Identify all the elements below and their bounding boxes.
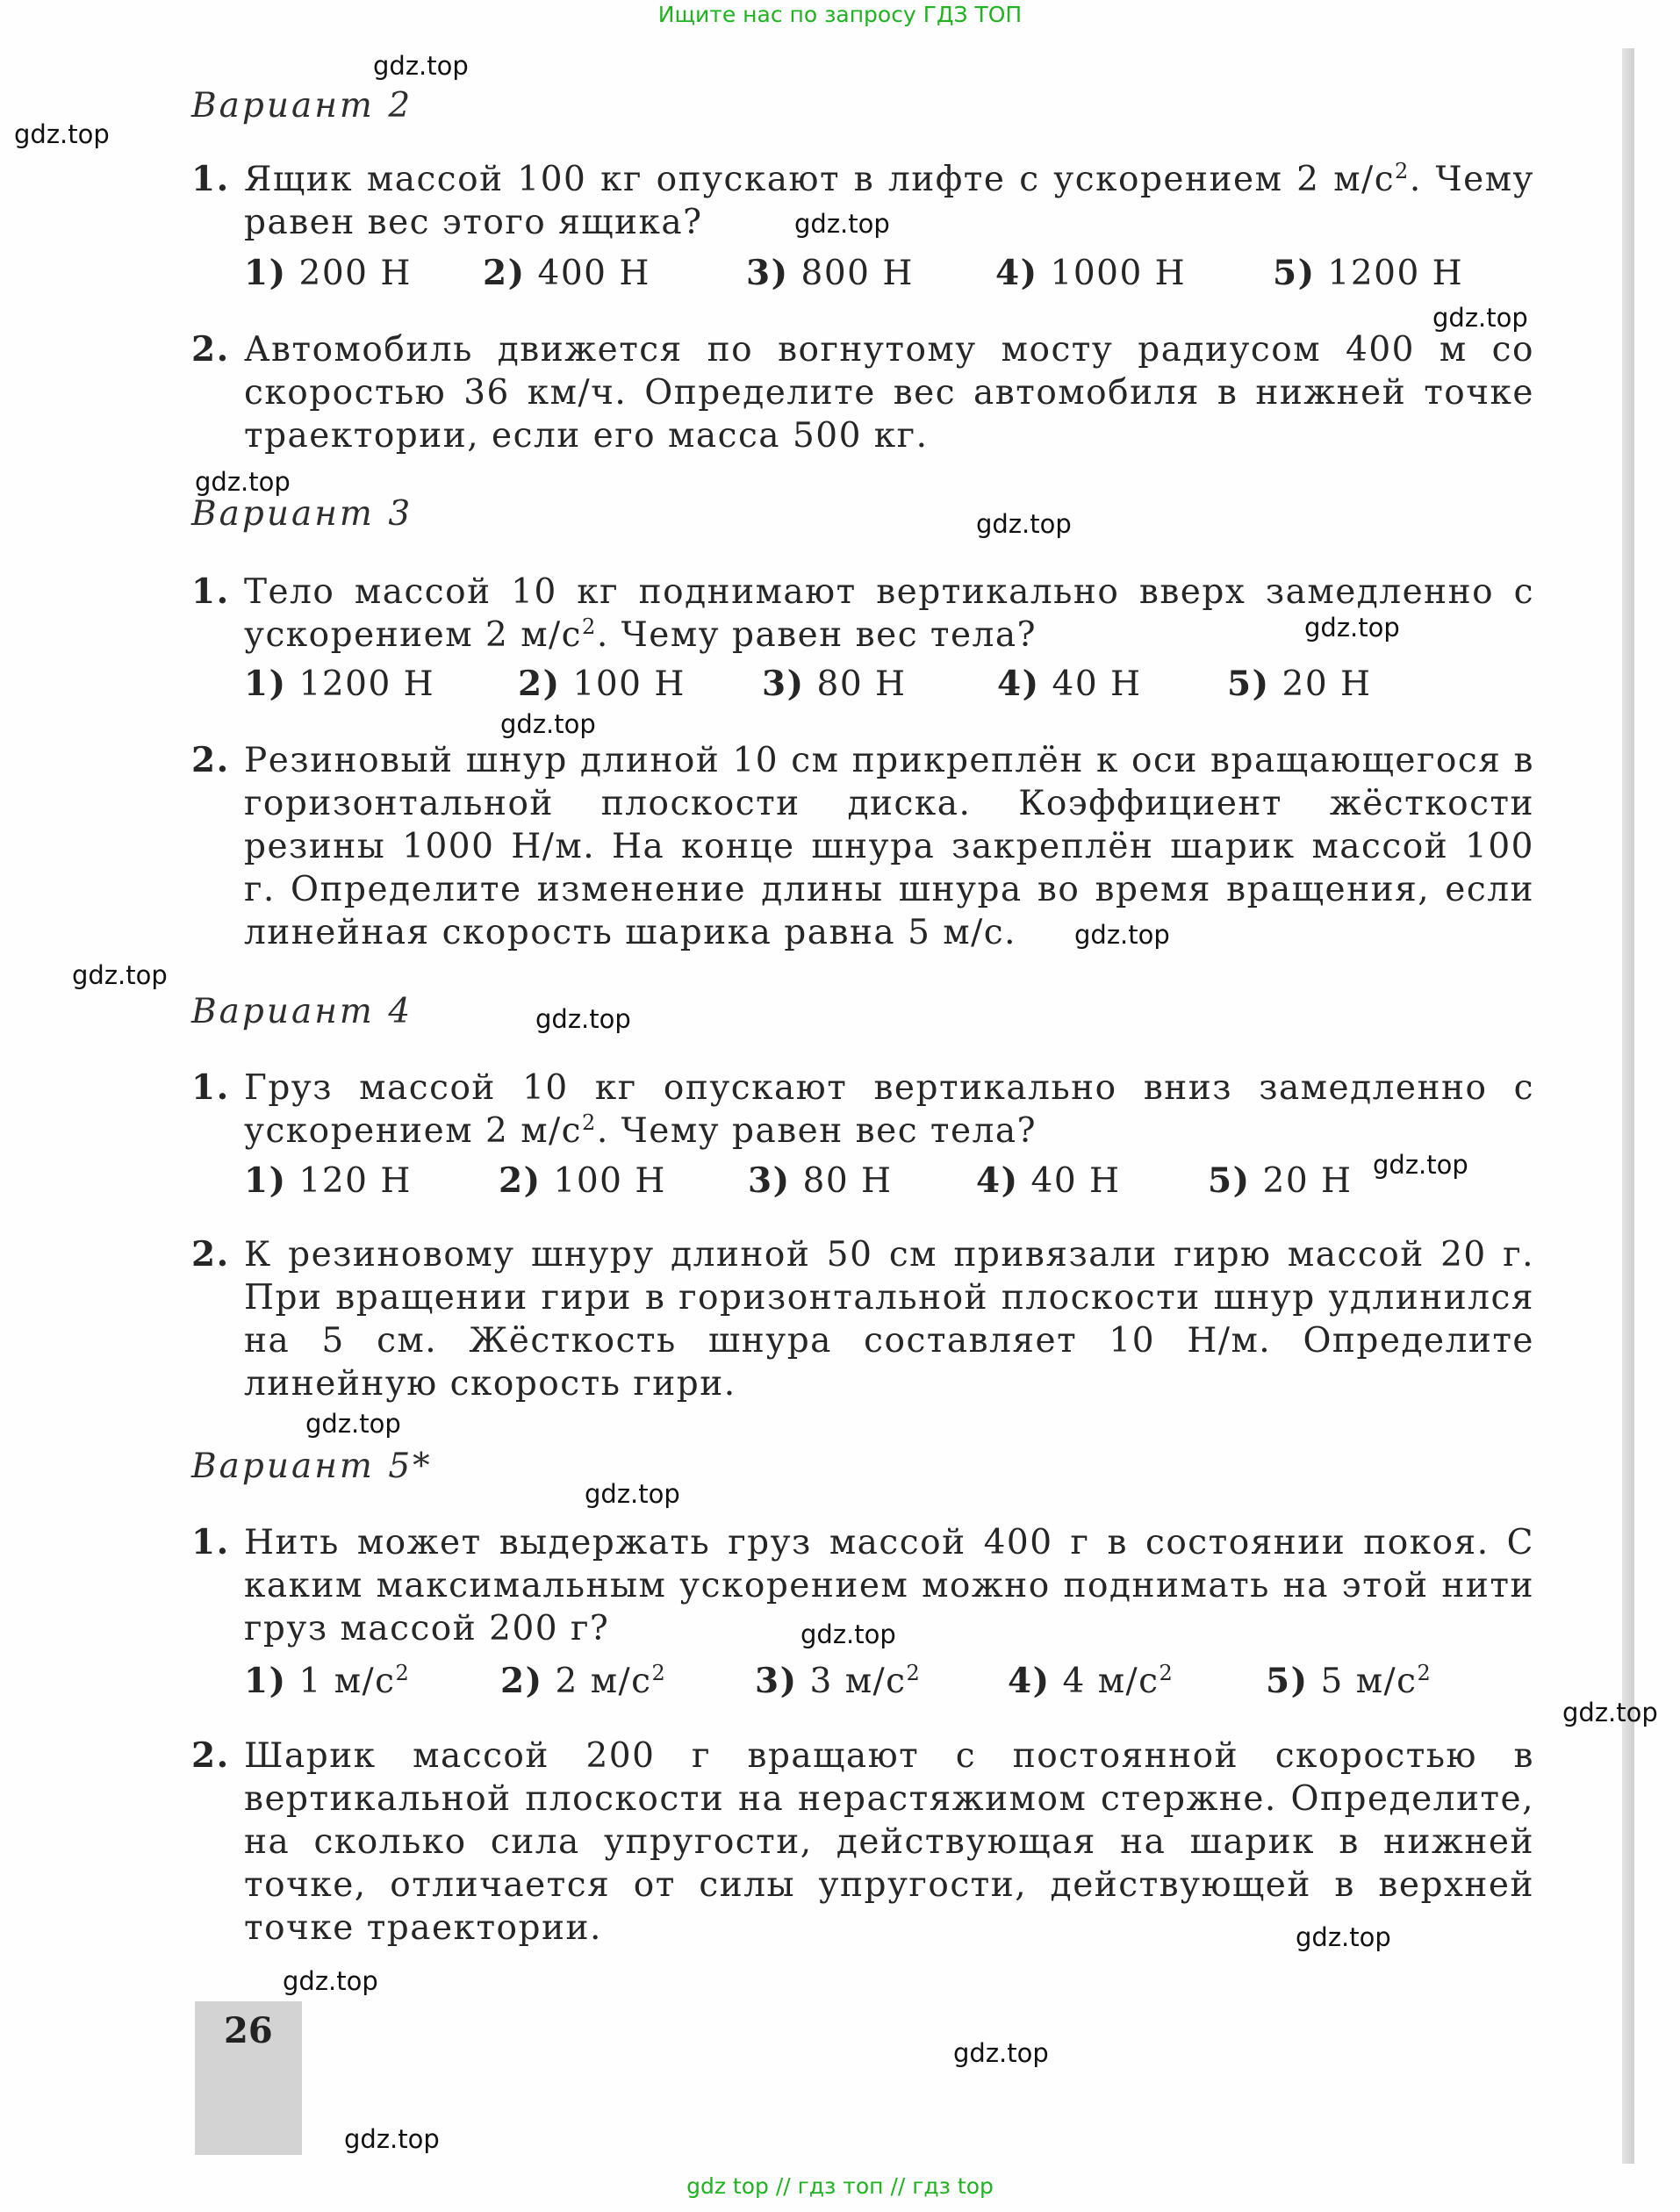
watermark: gdz.top	[535, 1004, 631, 1034]
answer-option: 1) 1200 Н	[244, 664, 435, 704]
task-text: К резиновому шнуру длиной 50 см привязали гирю массой 20 г. При вращении гири в горизонтальной плоскости шнур удлинился на 5 см. Жёсткость шнура составляет 10 Н/м. Определите линейную скорость гири.	[244, 1235, 1534, 1404]
task-text: Ящик массой 100 кг опускают в лифте с ускорением 2 $м/с^2$. Чему равен вес этого ящика?	[244, 159, 1534, 242]
watermark: gdz.top	[344, 2124, 440, 2154]
answer-option: 2) 400 Н	[483, 253, 650, 293]
task-text: Груз массой 10 кг опускают вертикально вниз замедленно с ускорением 2 $м/с^2$. Чему равен вес тела?	[244, 1068, 1534, 1151]
task-number: 2.	[191, 1234, 230, 1275]
watermark: gdz.top	[1296, 1922, 1391, 1952]
watermark: gdz.top	[585, 1479, 680, 1509]
answer-option: 4) 4 $м/с^2$	[1008, 1661, 1174, 1701]
variant-3-task-2	[191, 739, 1534, 954]
bottom-banner[interactable]: gdz top // гдз топ // гдз top	[686, 2173, 994, 2199]
watermark: gdz.top	[195, 467, 291, 497]
variant-2-title: Вариант 2	[191, 86, 413, 126]
answer-option: 3) 800 Н	[746, 253, 914, 293]
answer-option: 4) 1000 Н	[995, 253, 1187, 293]
task-number: 2.	[191, 1735, 230, 1776]
task-number: 2.	[191, 740, 230, 780]
variant-4-task-1	[191, 1066, 1534, 1153]
watermark: gdz.top	[1304, 613, 1400, 643]
answer-option: 1) 120 Н	[244, 1160, 412, 1201]
variant-2-task-2	[191, 328, 1534, 457]
variant-4-title: Вариант 4	[191, 992, 413, 1031]
answer-option: 4) 40 Н	[997, 664, 1142, 704]
page-edge-shadow	[1622, 48, 1634, 2164]
answer-option: 3) 80 Н	[748, 1160, 893, 1201]
task-number: 1.	[191, 571, 230, 612]
watermark: gdz.top	[373, 51, 469, 81]
top-banner[interactable]: Ищите нас по запросу ГДЗ ТОП	[657, 2, 1023, 27]
task-text: Автомобиль движется по вогнутому мосту радиусом 400 м со скоростью 36 км/ч. Определите вес автомобиля в нижней точке траектории, если его масса 500 кг.	[244, 330, 1534, 456]
answer-option: 5) 20 Н	[1208, 1160, 1353, 1201]
watermark: gdz.top	[953, 2038, 1049, 2068]
watermark: gdz.top	[1373, 1150, 1468, 1180]
task-text: Резиновый шнур длиной 10 см прикреплён к оси вращающегося в горизонтальной плоскости диска. Коэффициент жёсткости резины 1000 Н/м. На конце шнура закреплён шарик массой 100 г. Определите изменение длины шнура во время вращения, если линейная скорость шарика равна 5 м/с.	[244, 741, 1534, 952]
answer-option: 1) 200 Н	[244, 253, 412, 293]
watermark: gdz.top	[283, 1966, 378, 1996]
watermark: gdz.top	[305, 1409, 401, 1439]
answer-option: 2) 2 $м/с^2$	[500, 1661, 667, 1701]
task-number: 1.	[191, 1067, 230, 1108]
watermark: gdz.top	[14, 119, 110, 149]
watermark: gdz.top	[976, 509, 1072, 539]
variant-4-task-2	[191, 1233, 1534, 1405]
watermark: gdz.top	[1432, 303, 1528, 333]
task-text: Нить может выдержать груз массой 400 г в состоянии покоя. С каким максимальным ускорением можно поднимать на этой нити груз массой 200 г?	[244, 1523, 1534, 1648]
answer-option: 4) 40 Н	[976, 1160, 1121, 1201]
watermark: gdz.top	[801, 1620, 896, 1649]
answer-option: 2) 100 Н	[518, 664, 686, 704]
watermark: gdz.top	[500, 709, 596, 739]
answer-option: 2) 100 Н	[499, 1160, 666, 1201]
variant-3-title: Вариант 3	[191, 494, 413, 534]
answer-option: 3) 3 $м/с^2$	[755, 1661, 922, 1701]
page-number: 26	[224, 2010, 273, 2051]
task-text: Тело массой 10 кг поднимают вертикально вверх замедленно с ускорением 2 $м/с^2$. Чему равен вес тела?	[244, 572, 1534, 655]
variant-5-title: Вариант 5*	[191, 1447, 433, 1486]
task-number: 2.	[191, 329, 230, 370]
task-text: Шарик массой 200 г вращают с постоянной скоростью в вертикальной плоскости на нерастяжимом стержне. Определите, на сколько сила упругости, действующая на шарик в нижней точке, отличается от силы упругости, действующей в верхней точке траектории.	[244, 1736, 1534, 1948]
watermark: gdz.top	[1074, 920, 1170, 950]
answer-option: 5) 5 $м/с^2$	[1266, 1661, 1432, 1701]
task-number: 1.	[191, 159, 230, 199]
watermark: gdz.top	[1562, 1698, 1658, 1727]
watermark: gdz.top	[794, 209, 890, 239]
answer-option: 1) 1 $м/с^2$	[244, 1661, 411, 1701]
variant-5-task-2	[191, 1734, 1534, 1950]
answer-option: 5) 20 Н	[1227, 664, 1372, 704]
answer-option: 5) 1200 Н	[1273, 253, 1464, 293]
watermark: gdz.top	[72, 960, 168, 990]
task-number: 1.	[191, 1522, 230, 1562]
answer-option: 3) 80 Н	[762, 664, 907, 704]
